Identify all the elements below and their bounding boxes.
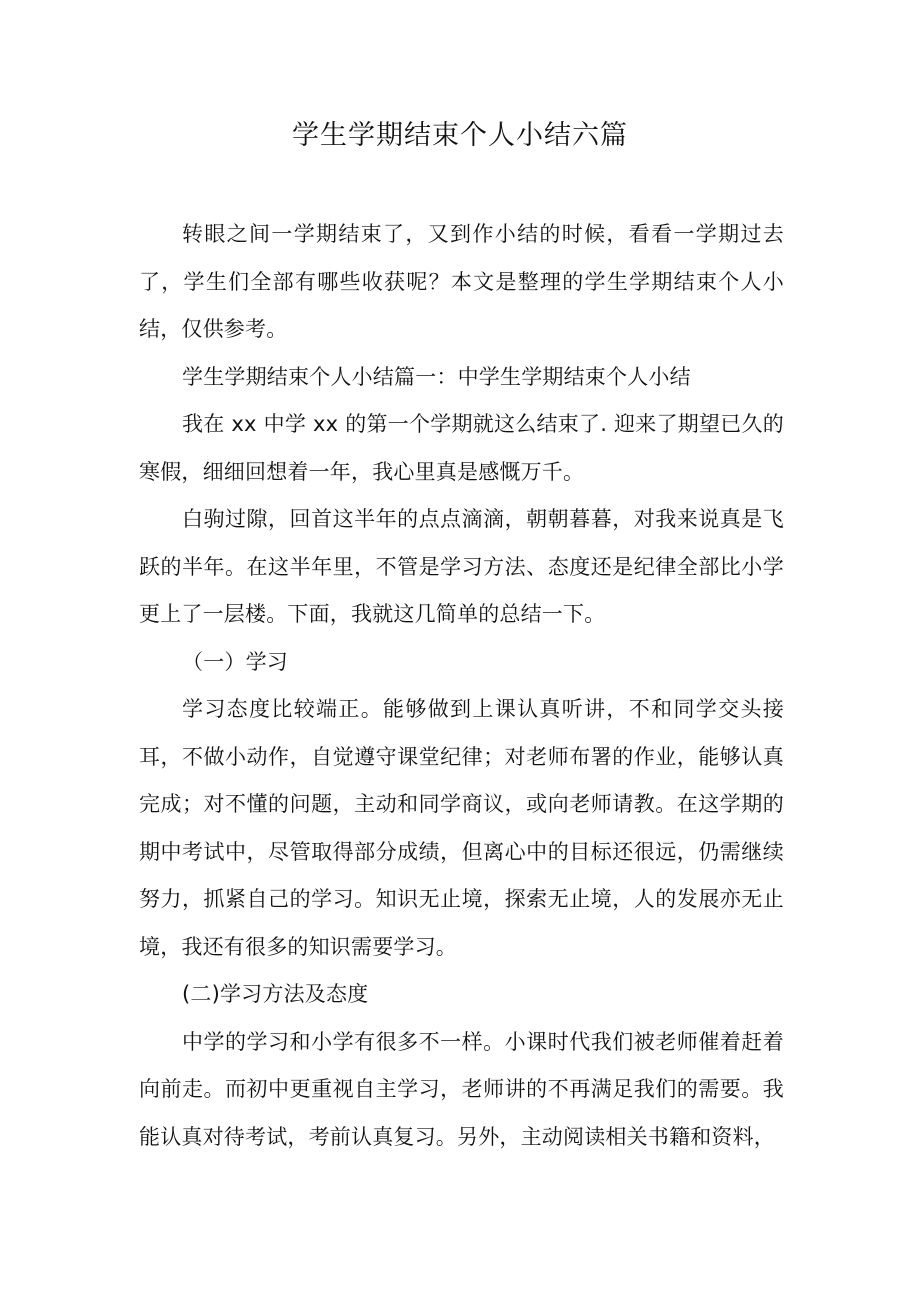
document-title: 学生学期结束个人小结六篇 [292,120,628,151]
document-body [139,211,784,1161]
paragraph: 我在 xx 中学 xx 的第一个学期就这么结束了. 迎来了期望已久的寒假，细细回想着一年，我心里真是感慨万千。 [139,412,784,484]
paragraph: 学习态度比较端正。能够做到上课认真听讲，不和同学交头接耳，不做小动作，自觉遵守课堂纪律；对老师布署的作业，能够认真完成；对不懂的问题，主动和同学商议，或向老师请教。在这学期的期中考试中，尽管取得部分成绩，但离心中的目标还很远，仍需继续努力，抓紧自己的学习。知识无止境，探索无止境，人的发展亦无止境，我还有很多的知识需要学习。 [139,697,784,959]
paragraph-subheading: (二)学习方法及态度 [182,982,369,1006]
paragraph-section-heading: 学生学期结束个人小结篇一：中学生学期结束个人小结 [182,364,691,389]
paragraph: 白驹过隙，回首这半年的点点滴滴，朝朝暮暮，对我来说真是飞跃的半年。在这半年里，不管是学习方法、态度还是纪律全部比小学更上了一层楼。下面，我就这几简单的总结一下。 [139,507,784,626]
paragraph: 中学的学习和小学有很多不一样。小课时代我们被老师催着赶着向前走。而初中更重视自主学习，老师讲的不再满足我们的需要。我能认真对待考试，考前认真复习。另外，主动阅读相关书籍和资料， [139,1029,784,1149]
paragraph-subheading: （一）学习 [182,649,288,674]
paragraph-intro: 转眼之间一学期结束了，又到作小结的时候，看看一学期过去了，学生们全部有哪些收获呢？本文是整理的学生学期结束个人小结，仅供参考。 [139,222,784,341]
